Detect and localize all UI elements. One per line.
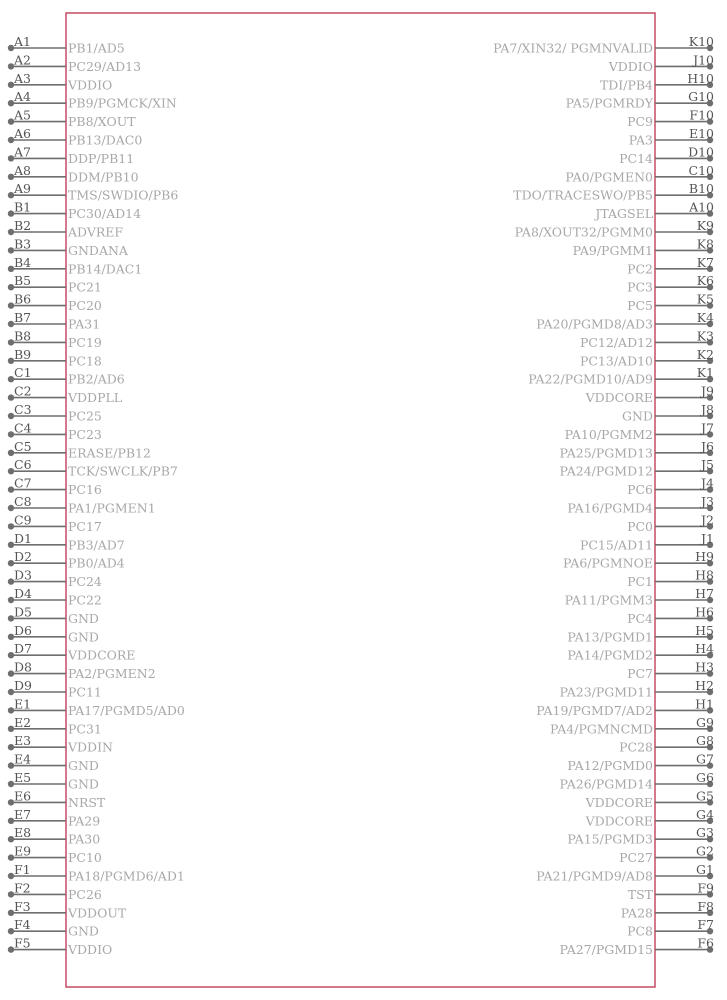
pin-label: VDDCORE — [68, 647, 136, 663]
pin-label: GND — [68, 629, 99, 645]
pin-label: PC24 — [68, 574, 102, 590]
pin-number: H6 — [695, 604, 714, 620]
pin-label: PA1/PGMEN1 — [68, 500, 156, 516]
pin-number: A5 — [14, 107, 31, 123]
pin-label: PA7/XIN32/ PGMNVALID — [493, 40, 653, 56]
pin-label: PC31 — [68, 721, 102, 737]
pin-number: F2 — [14, 880, 31, 896]
pin-label: PA18/PGMD6/AD1 — [68, 868, 185, 884]
pin-H5 — [567, 623, 714, 645]
pin-G5 — [585, 788, 714, 810]
pin-label: PB1/AD5 — [68, 40, 125, 56]
pin-number: G8 — [696, 733, 714, 749]
pin-number: J9 — [701, 383, 714, 399]
pin-label: PA28 — [620, 905, 653, 921]
pin-number: E9 — [14, 843, 32, 859]
pin-label: PB14/DAC1 — [68, 261, 143, 277]
pin-label: PC6 — [627, 482, 653, 498]
pin-label: PA3 — [628, 132, 653, 148]
pin-number: C10 — [688, 162, 714, 178]
pin-number: K4 — [696, 310, 714, 325]
pin-label: PA30 — [68, 831, 101, 847]
pin-number: B4 — [14, 254, 32, 270]
pin-label: PC20 — [68, 298, 102, 314]
pin-A9 — [8, 181, 179, 203]
pin-label: PA8/XOUT32/PGMM0 — [514, 224, 653, 240]
pin-label: PA9/PGMM1 — [572, 242, 653, 258]
pin-K8 — [573, 236, 714, 258]
pin-F6 — [559, 936, 714, 958]
pin-number: K9 — [696, 218, 714, 233]
pin-number: B8 — [14, 328, 32, 344]
pin-label: PB9/PGMCK/XIN — [68, 95, 177, 111]
pin-label: PC14 — [619, 150, 653, 166]
pin-number: D1 — [14, 530, 32, 546]
pin-label: PC29/AD13 — [68, 58, 142, 74]
pin-B10 — [513, 181, 714, 203]
pin-K1 — [528, 365, 714, 387]
pin-number: K6 — [696, 273, 714, 289]
pin-number: B7 — [14, 310, 32, 325]
pin-label: VDDIO — [68, 942, 113, 958]
pin-J6 — [559, 439, 714, 461]
pin-H4 — [567, 641, 714, 663]
pin-number: G9 — [696, 714, 714, 730]
pin-K4 — [536, 310, 714, 332]
pin-number: H7 — [695, 586, 714, 601]
pin-label: TDI/PB4 — [599, 77, 653, 93]
pin-number: B9 — [14, 346, 32, 362]
pin-label: PC0 — [627, 518, 653, 534]
pin-label: PC21 — [68, 279, 102, 295]
pin-label: PA25/PGMD13 — [559, 445, 653, 461]
pin-number: J1 — [701, 530, 714, 546]
pin-label: GND — [68, 776, 99, 792]
pin-number: F3 — [14, 898, 31, 914]
pin-label: NRST — [68, 794, 106, 810]
pin-number: H2 — [695, 678, 714, 693]
pin-label: ERASE/PB12 — [68, 445, 151, 461]
pin-label: PC13/AD10 — [579, 353, 653, 369]
pin-number: J8 — [701, 402, 714, 417]
pin-F1 — [8, 862, 185, 884]
pin-label: PC7 — [627, 666, 653, 682]
pin-label: VDDIO — [608, 58, 653, 74]
left-pin-group — [8, 34, 185, 957]
pin-number: D3 — [14, 567, 32, 583]
pin-label: PB13/DAC0 — [68, 132, 143, 148]
pin-number: B2 — [14, 218, 32, 233]
pin-number: J3 — [701, 494, 714, 509]
pin-number: D2 — [14, 549, 32, 565]
pin-label: PA29 — [68, 813, 101, 829]
pin-label: PA4/PGMNCMD — [550, 721, 653, 737]
pin-label: PC28 — [619, 739, 653, 755]
pin-number: A4 — [14, 89, 31, 105]
pin-label: PC5 — [627, 298, 653, 314]
pin-number: D6 — [14, 622, 32, 638]
pin-number: G1 — [696, 862, 714, 877]
pin-label: PA10/PGMM2 — [564, 426, 653, 442]
pin-label: PC25 — [68, 408, 102, 424]
pin-label: JTAGSEL — [595, 206, 653, 222]
pin-number: J7 — [701, 420, 714, 436]
pin-G3 — [567, 825, 714, 847]
pin-number: E10 — [688, 126, 714, 141]
pin-label: PC23 — [68, 426, 102, 442]
pin-number: F8 — [697, 898, 714, 914]
pin-label: PA11/PGMM3 — [564, 592, 653, 608]
pin-label: DDM/PB10 — [68, 169, 139, 185]
pin-label: PB3/AD7 — [68, 537, 125, 553]
pin-number: C2 — [14, 383, 32, 399]
pin-number: E1 — [14, 696, 32, 712]
pin-label: VDDOUT — [68, 905, 127, 921]
pin-label: PA31 — [68, 316, 101, 332]
pin-number: H10 — [687, 70, 714, 86]
pin-E1 — [8, 696, 185, 718]
pin-label: TST — [627, 886, 653, 902]
pin-label: PA15/PGMD3 — [567, 831, 653, 847]
pin-number: H4 — [695, 641, 714, 657]
pin-number: D5 — [14, 604, 32, 620]
pin-label: PA22/PGMD10/AD9 — [528, 371, 653, 387]
pin-label: VDDPLL — [68, 390, 123, 406]
pin-number: G5 — [696, 788, 714, 804]
pin-number: G10 — [688, 89, 714, 105]
pin-number: G3 — [696, 825, 714, 841]
pin-number: J6 — [701, 438, 714, 454]
pin-label: PC3 — [627, 279, 653, 295]
pin-J3 — [567, 494, 714, 516]
pin-label: PB2/AD6 — [68, 371, 125, 387]
pin-label: PA2/PGMEN2 — [68, 666, 156, 682]
pin-label: PC9 — [627, 114, 653, 130]
pin-number: B10 — [688, 181, 714, 197]
pin-number: B3 — [14, 236, 32, 252]
pin-number: E4 — [14, 751, 32, 767]
pin-number: K5 — [696, 291, 714, 307]
pin-number: E8 — [14, 825, 32, 841]
pin-label: PA0/PGMEN0 — [565, 169, 653, 185]
pin-number: E2 — [14, 714, 32, 730]
pin-A4 — [8, 89, 177, 111]
pin-label: GND — [622, 408, 653, 424]
pin-label: PC30/AD14 — [68, 206, 142, 222]
pin-number: B5 — [14, 273, 32, 289]
pin-H1 — [536, 696, 714, 718]
pin-number: H9 — [695, 549, 714, 565]
pin-label: VDDCORE — [585, 813, 653, 829]
pin-number: F1 — [14, 862, 31, 877]
pin-label: DDP/PB11 — [68, 150, 135, 166]
pin-number: K7 — [696, 254, 714, 270]
pin-label: VDDIO — [68, 77, 113, 93]
pin-K10 — [493, 34, 714, 56]
pin-number: C1 — [14, 365, 32, 381]
pin-K9 — [515, 218, 714, 240]
pin-number: A1 — [14, 34, 31, 49]
pin-number: E7 — [14, 806, 32, 822]
pin-label: PA27/PGMD15 — [559, 942, 653, 958]
pin-label: ADVREF — [68, 224, 124, 240]
pin-number: J4 — [701, 475, 714, 491]
pin-J7 — [565, 420, 714, 442]
pin-number: A7 — [14, 144, 31, 160]
pin-number: A3 — [14, 70, 31, 86]
pin-number: F5 — [14, 935, 31, 951]
pin-label: VDDIN — [68, 739, 113, 755]
pin-label: PA26/PGMD14 — [559, 776, 653, 792]
pin-F5 — [8, 936, 112, 958]
pin-number: C5 — [14, 438, 32, 454]
pin-label: PA13/PGMD1 — [567, 629, 653, 645]
pin-G6 — [559, 770, 714, 792]
pin-label: PC4 — [627, 610, 653, 626]
pin-label: PC1 — [627, 574, 653, 590]
pin-number: F9 — [697, 880, 714, 896]
pin-number: G4 — [696, 806, 714, 822]
pin-number: C8 — [14, 494, 32, 509]
pin-number: C6 — [14, 457, 32, 473]
pin-number: D9 — [14, 678, 32, 693]
pin-label: PA14/PGMD2 — [567, 647, 653, 663]
pin-label: PC22 — [68, 592, 102, 608]
pin-number: C9 — [14, 512, 32, 528]
pin-number: F7 — [697, 917, 714, 933]
pin-label: PC2 — [627, 261, 653, 277]
pin-J9 — [585, 384, 714, 406]
pin-label: PC26 — [68, 886, 102, 902]
pin-label: PA12/PGMD0 — [567, 758, 653, 774]
pin-K2 — [580, 347, 714, 369]
pin-label: PA5/PGMRDY — [565, 95, 653, 111]
pin-number: E6 — [14, 788, 32, 804]
pin-number: D7 — [14, 641, 32, 657]
pin-number: K2 — [696, 346, 714, 362]
pin-number: H5 — [695, 622, 714, 638]
pin-number: C4 — [14, 420, 32, 436]
pin-G9 — [550, 715, 714, 737]
pin-label: PC17 — [68, 518, 102, 534]
pin-C6 — [8, 457, 178, 479]
pin-label: PC18 — [68, 353, 102, 369]
pin-number: B6 — [14, 291, 32, 307]
pin-number: C3 — [14, 402, 32, 417]
pin-number: K10 — [688, 34, 714, 49]
pin-label: PC16 — [68, 482, 102, 498]
pin-label: PB8/XOUT — [68, 114, 136, 130]
pin-number: D8 — [14, 659, 32, 675]
pin-label: PC10 — [68, 850, 102, 866]
pin-label: GND — [68, 758, 99, 774]
pin-number: H8 — [695, 567, 714, 583]
pin-label: PA24/PGMD12 — [559, 463, 653, 479]
pin-label: TDO/TRACESWO/PB5 — [513, 187, 653, 203]
pin-number: K1 — [696, 365, 714, 381]
pin-number: A10 — [689, 199, 714, 215]
pin-G1 — [536, 862, 714, 884]
pin-label: GND — [68, 610, 99, 626]
pin-number: D4 — [14, 586, 32, 601]
pin-J5 — [559, 457, 714, 479]
pin-label: TMS/SWDIO/PB6 — [68, 187, 179, 203]
pin-number: B1 — [14, 199, 32, 215]
pin-number: G2 — [696, 843, 714, 859]
pin-label: PB0/AD4 — [68, 555, 125, 571]
pin-label: PC11 — [68, 684, 102, 700]
pin-label: PA16/PGMD4 — [567, 500, 653, 516]
pin-number: H1 — [695, 696, 714, 712]
pin-number: K8 — [696, 236, 714, 252]
pin-K3 — [580, 328, 714, 350]
pin-label: PC27 — [619, 850, 653, 866]
pin-G4 — [585, 807, 714, 829]
pin-number: C7 — [14, 475, 32, 491]
pin-label: PC15/AD11 — [579, 537, 653, 553]
pin-label: PC8 — [627, 923, 653, 939]
pin-label: GND — [68, 923, 99, 939]
pin-number: D10 — [688, 144, 714, 160]
pin-label: VDDCORE — [585, 794, 653, 810]
pin-number: A6 — [14, 126, 31, 141]
pin-number: F4 — [14, 917, 31, 933]
pin-J1 — [580, 531, 714, 553]
pin-label: VDDCORE — [585, 390, 653, 406]
pin-number: F6 — [697, 935, 714, 951]
pin-label: PA19/PGMD7/AD2 — [536, 702, 653, 718]
pin-label: PA23/PGMD11 — [559, 684, 653, 700]
pin-H2 — [559, 678, 714, 700]
pin-number: H3 — [695, 659, 714, 675]
pin-number: A2 — [14, 52, 31, 68]
pin-number: J10 — [693, 52, 714, 68]
pin-label: PC19 — [68, 334, 102, 350]
pin-number: K3 — [696, 328, 714, 344]
pin-number: F10 — [689, 107, 714, 123]
pin-label: GNDANA — [68, 242, 128, 258]
right-pin-group — [493, 34, 714, 957]
pin-number: E5 — [14, 770, 32, 785]
pin-number: J5 — [701, 457, 714, 473]
pin-number: E3 — [14, 733, 32, 749]
pin-label: PA6/PGMNOE — [563, 555, 653, 571]
pin-label: TCK/SWCLK/PB7 — [68, 463, 178, 479]
pin-number: J2 — [701, 512, 714, 528]
pin-H7 — [565, 586, 714, 608]
pin-G7 — [567, 752, 714, 774]
pin-label: PA17/PGMD5/AD0 — [68, 702, 185, 718]
pin-label: PA21/PGMD9/AD8 — [536, 868, 653, 884]
pin-number: A8 — [14, 162, 31, 178]
pin-number: A9 — [14, 181, 31, 197]
pin-label: PA20/PGMD8/AD3 — [536, 316, 653, 332]
pin-number: G7 — [696, 751, 714, 767]
pin-label: PC12/AD12 — [579, 334, 653, 350]
pin-H9 — [563, 549, 714, 571]
pin-number: G6 — [696, 770, 714, 785]
